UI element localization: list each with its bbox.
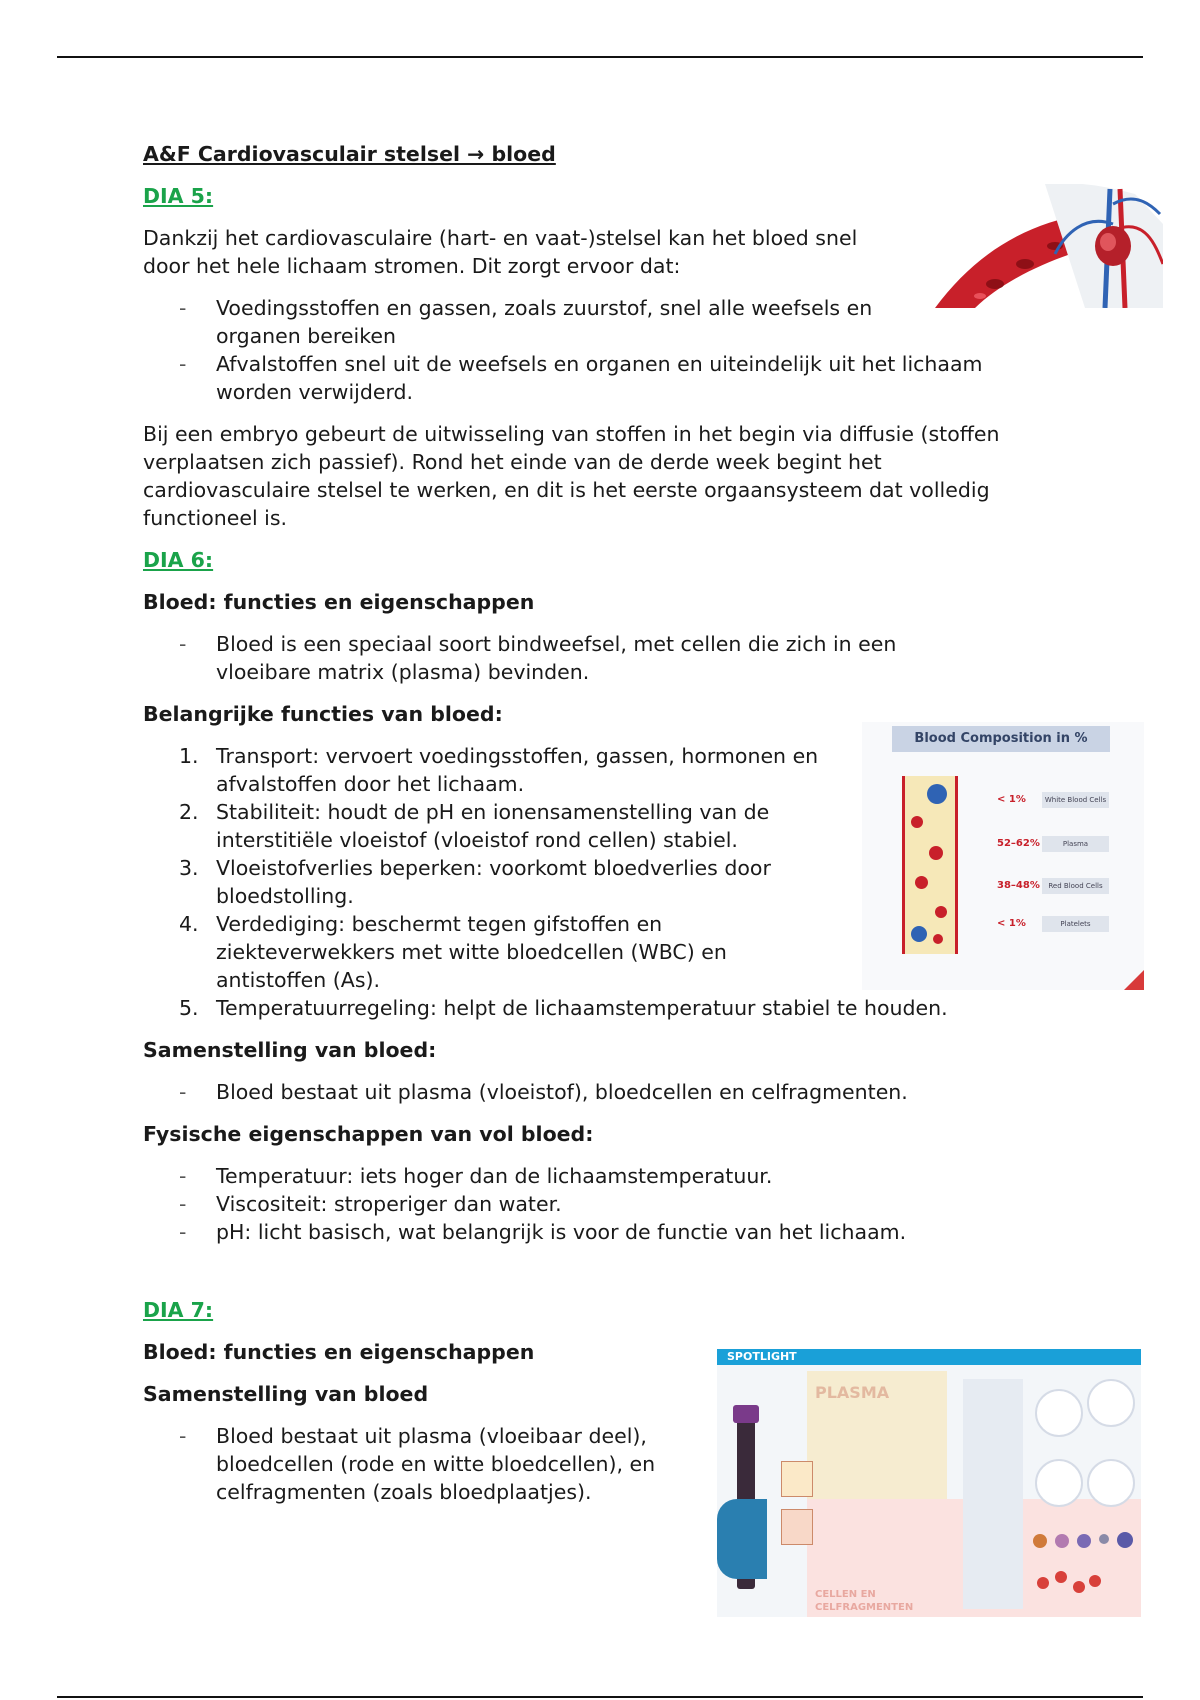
dia7-heading-functions: Bloed: functies en eigenschappen [143,1340,535,1364]
list-item [143,910,836,994]
poster-cell [1077,1534,1091,1548]
list-number: 2. [179,800,199,824]
composition-percent: 52–62% [997,838,1040,849]
dia6-heading-physical: Fysische eigenschappen van vol bloed: [143,1122,594,1146]
list-item [143,854,836,910]
poster-cell [1117,1532,1133,1548]
composition-title: Blood Composition in % [892,726,1110,752]
poster-red-cell [1055,1571,1067,1583]
poster-cell [1033,1534,1047,1548]
poster-red-cell [1089,1575,1101,1587]
poster-cells-title-2: CELFRAGMENTEN [815,1602,914,1613]
red-blood-cell [935,906,947,918]
blood-composition-figure [862,722,1144,990]
bottom-rule [57,1696,1143,1698]
list-item [143,798,836,854]
blood-poster-figure [717,1349,1141,1617]
red-blood-cell [911,816,923,828]
composition-label: Plasma [1042,836,1109,852]
white-blood-cell [911,926,927,942]
list-text: Vloeistofverlies beperken: voorkomt bloedverlies door bloedstolling. [216,856,771,908]
list-item: - Bloed bestaat uit plasma (vloeibaar deel), bloedcellen (rode en witte bloedcellen), en celfragmenten (zoals bloedplaatjes). [143,1422,706,1506]
blood-tube [902,776,958,954]
poster-cell [1055,1534,1069,1548]
composition-row [997,916,1137,936]
list-number: 5. [179,996,199,1020]
poster-sample-box [781,1509,813,1545]
dia7-heading-composition: Samenstelling van bloed [143,1382,429,1406]
poster-banner [717,1349,1141,1365]
list-item: - Bloed is een speciaal soort bindweefsel, met cellen die zich in een vloeibare matrix (plasma) bevinden. [143,630,986,686]
composition-row [997,836,1137,856]
dia7-label: DIA 7: [143,1298,214,1322]
poster-red-cell [1073,1581,1085,1593]
dia5-label: DIA 5: [143,184,214,208]
cardiovascular-illustration [935,184,1163,308]
composition-percent: < 1% [997,794,1026,805]
list-item: - Viscositeit: stroperiger dan water. [143,1190,1063,1218]
list-item: - Afvalstoffen snel uit de weefsels en organen en uiteindelijk uit het lichaam worden verwijderd. [143,350,1063,406]
list-item: - Voedingsstoffen en gassen, zoals zuurstof, snel alle weefsels en organen bereiken [143,294,896,350]
poster-circle [1087,1459,1135,1507]
red-blood-cell [929,846,943,860]
dia5-intro: Dankzij het cardiovasculaire (hart- en vaat-)stelsel kan het bloed snel door het hele lichaam stromen. Dit zorgt ervoor dat: [143,226,858,278]
list-text: Transport: vervoert voedingsstoffen, gassen, hormonen en afvalstoffen door het lichaam. [216,744,819,796]
corner-triangle [1124,970,1144,990]
red-blood-cell [915,876,928,889]
list-text: Temperatuurregeling: helpt de lichaamstemperatuur stabiel te houden. [216,996,948,1020]
dia6-bullets-1 [143,630,1063,686]
list-number: 1. [179,744,199,768]
list-item [143,742,836,798]
composition-row [997,792,1137,812]
list-text: Verdediging: beschermt tegen gifstoffen en ziekteverwekkers met witte bloedcellen (WBC) en antistoffen (As). [216,912,727,992]
dia5-paragraph: Bij een embryo gebeurt de uitwisseling van stoffen in het begin via diffusie (stoffen verplaatsen zich passief). Rond het einde van de derde week begint het cardiovasculaire stelsel te werken, en dit is het eerste orgaansysteem dat volledig functioneel is. [143,422,1000,530]
dia6-heading-functions: Bloed: functies en eigenschappen [143,590,535,614]
top-rule [57,56,1143,58]
list-text: Stabiliteit: houdt de pH en ionensamenstelling van de interstitiële vloeistof (vloeistof rond cellen) stabiel. [216,800,770,852]
composition-label: Platelets [1042,916,1109,932]
white-blood-cell [927,784,947,804]
dia6-label: DIA 6: [143,548,214,572]
composition-percent: < 1% [997,918,1026,929]
poster-tube-cap [733,1405,759,1423]
poster-hand [717,1499,767,1579]
composition-label: White Blood Cells [1042,792,1109,808]
poster-circle [1087,1379,1135,1427]
dia6-bullets-4 [143,1162,1063,1246]
poster-circle [1035,1459,1083,1507]
poster-cell [1099,1534,1109,1544]
composition-percent: 38–48% [997,880,1040,891]
dia5-bullets [143,294,1063,406]
poster-circle [1035,1389,1083,1437]
list-number: 3. [179,856,199,880]
document-title: A&F Cardiovasculair stelsel → bloed [143,142,556,166]
poster-sample-box [781,1461,813,1497]
poster-banner-text: SPOTLIGHT [727,1350,797,1363]
poster-cells-title: CELLEN EN [815,1589,876,1600]
red-blood-cell [933,934,943,944]
composition-label: Red Blood Cells [1042,878,1109,894]
list-number: 4. [179,912,199,936]
poster-red-cell [1037,1577,1049,1589]
composition-row [997,878,1137,898]
poster-info-column [963,1379,1023,1609]
dia6-bullets-3 [143,1078,1063,1106]
list-item: - Bloed bestaat uit plasma (vloeistof), bloedcellen en celfragmenten. [143,1078,1063,1106]
list-item [143,994,1096,1022]
poster-plasma-title: PLASMA [815,1383,890,1402]
list-item: - pH: licht basisch, wat belangrijk is voor de functie van het lichaam. [143,1218,1063,1246]
dia6-heading-key-functions: Belangrijke functies van bloed: [143,702,503,726]
list-item: - Temperatuur: iets hoger dan de lichaamstemperatuur. [143,1162,1063,1190]
dia6-heading-composition: Samenstelling van bloed: [143,1038,437,1062]
